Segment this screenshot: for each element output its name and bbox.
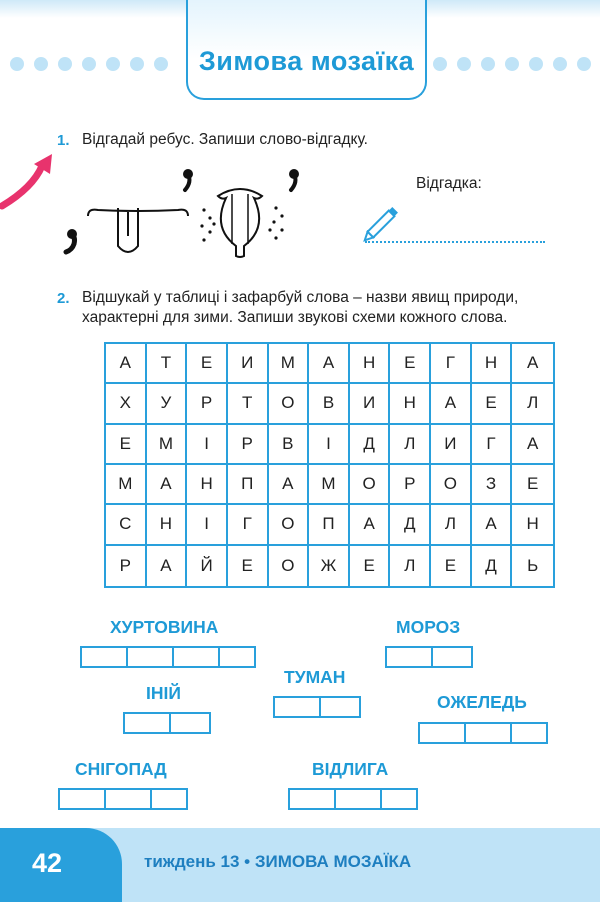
grid-cell[interactable]: З [472,465,513,505]
grid-cell[interactable]: А [269,465,310,505]
grid-cell[interactable]: А [350,505,391,545]
grid-cell[interactable]: Н [512,505,553,545]
task2-text-line2: характерні для зими. Запиши звукові схеми кожного слова. [82,309,508,326]
grid-cell[interactable]: Р [106,546,147,586]
grid-cell[interactable]: Н [472,344,513,384]
task2-number: 2. [57,290,70,307]
grid-cell[interactable]: Е [228,546,269,586]
grid-cell[interactable]: Ж [309,546,350,586]
sound-scheme-iniy[interactable] [123,712,211,734]
grid-cell[interactable]: Е [431,546,472,586]
grid-cell[interactable]: Й [187,546,228,586]
rebus-picture [60,160,310,260]
footer-text: тиждень 13 • ЗИМОВА МОЗАЇКА [144,852,412,871]
word-ozheled: ОЖЕЛЕДЬ [437,692,527,712]
sound-scheme-vidlyha[interactable] [288,788,418,810]
grid-cell[interactable]: Т [147,344,188,384]
grid-cell[interactable]: Р [390,465,431,505]
grid-cell[interactable]: В [309,384,350,424]
grid-cell[interactable]: С [106,505,147,545]
grid-cell[interactable]: О [269,384,310,424]
grid-cell[interactable]: Е [512,465,553,505]
grid-cell[interactable]: Д [390,505,431,545]
grid-cell[interactable]: Н [350,344,391,384]
grid-cell[interactable]: А [512,344,553,384]
grid-cell[interactable]: Р [187,384,228,424]
answer-label: Відгадка: [416,175,482,192]
grid-cell[interactable]: Ь [527,555,539,575]
grid-cell[interactable]: А [431,384,472,424]
grid-cell[interactable]: Е [472,384,513,424]
grid-cell[interactable]: Л [390,425,431,465]
grid-cell[interactable]: У [147,384,188,424]
grid-cell[interactable]: А [512,425,553,465]
word-moroz: МОРОЗ [396,617,461,637]
word-vidlyha: ВІДЛИГА [312,759,389,779]
sound-scheme-hurtovyna[interactable] [80,646,256,668]
grid-cell[interactable]: Е [106,425,147,465]
task2-text-line1: Відшукай у таблиці і зафарбуй слова – назви явищ природи, [82,289,519,306]
grid-cell[interactable]: О [269,505,310,545]
word-snihopad: СНІГОПАД [75,759,167,779]
grid-cell[interactable]: Н [147,505,188,545]
grid-cell[interactable]: Л [431,505,472,545]
grid-cell[interactable]: И [431,425,472,465]
grid-cell[interactable]: М [106,465,147,505]
grid-cell[interactable]: А [147,546,188,586]
grid-cell[interactable]: Д [350,425,391,465]
grid-cell[interactable]: И [350,384,391,424]
word-tuman: ТУМАН [284,667,346,687]
grid-cell[interactable]: Н [390,384,431,424]
grid-cell[interactable]: О [269,546,310,586]
grid-cell[interactable]: Е [390,344,431,384]
grid-cell[interactable]: Р [228,425,269,465]
grid-cell[interactable]: И [228,344,269,384]
grid-cell[interactable]: В [269,425,310,465]
page-number: 42 [32,848,63,878]
sound-scheme-moroz[interactable] [385,646,473,668]
grid-cell[interactable]: Е [350,546,391,586]
letter-grid [104,342,555,588]
grid-cell[interactable]: П [309,505,350,545]
grid-cell[interactable]: М [269,344,310,384]
grid-cell[interactable]: І [187,505,228,545]
grid-cell[interactable]: І [187,425,228,465]
answer-line[interactable] [365,241,545,243]
grid-cell[interactable]: І [309,425,350,465]
grid-cell[interactable]: Е [187,344,228,384]
grid-cell[interactable]: Д [472,546,513,586]
grid-cell[interactable]: А [309,344,350,384]
grid-cell[interactable]: Н [187,465,228,505]
title-tab [186,0,427,100]
task1-text: Відгадай ребус. Запиши слово-відгадку. [82,131,368,148]
grid-cell[interactable]: Т [228,384,269,424]
grid-cell[interactable]: П [228,465,269,505]
word-iniy: ІНІЙ [146,683,181,703]
sound-scheme-ozheled[interactable] [418,722,548,744]
grid-cell[interactable]: О [431,465,472,505]
grid-cell[interactable]: Х [106,384,147,424]
grid-cell[interactable]: М [309,465,350,505]
word-hurtovyna: ХУРТОВИНА [110,617,219,637]
grid-cell[interactable]: А [147,465,188,505]
grid-cell[interactable]: Л [512,384,553,424]
page-title: Зимова мозаїка [198,46,415,76]
task1-number: 1. [57,132,70,149]
pencil-icon [358,204,404,244]
grid-cell[interactable]: А [106,344,147,384]
grid-cell[interactable]: Л [390,546,431,586]
sound-scheme-snihopad[interactable] [58,788,188,810]
grid-cell[interactable]: Г [472,425,513,465]
grid-cell[interactable]: Г [431,344,472,384]
sound-scheme-tuman[interactable] [273,696,361,718]
grid-cell[interactable]: О [350,465,391,505]
grid-cell[interactable]: Г [228,505,269,545]
grid-cell[interactable]: М [147,425,188,465]
grid-cell[interactable]: А [472,505,513,545]
pink-arrow-icon [0,150,60,212]
